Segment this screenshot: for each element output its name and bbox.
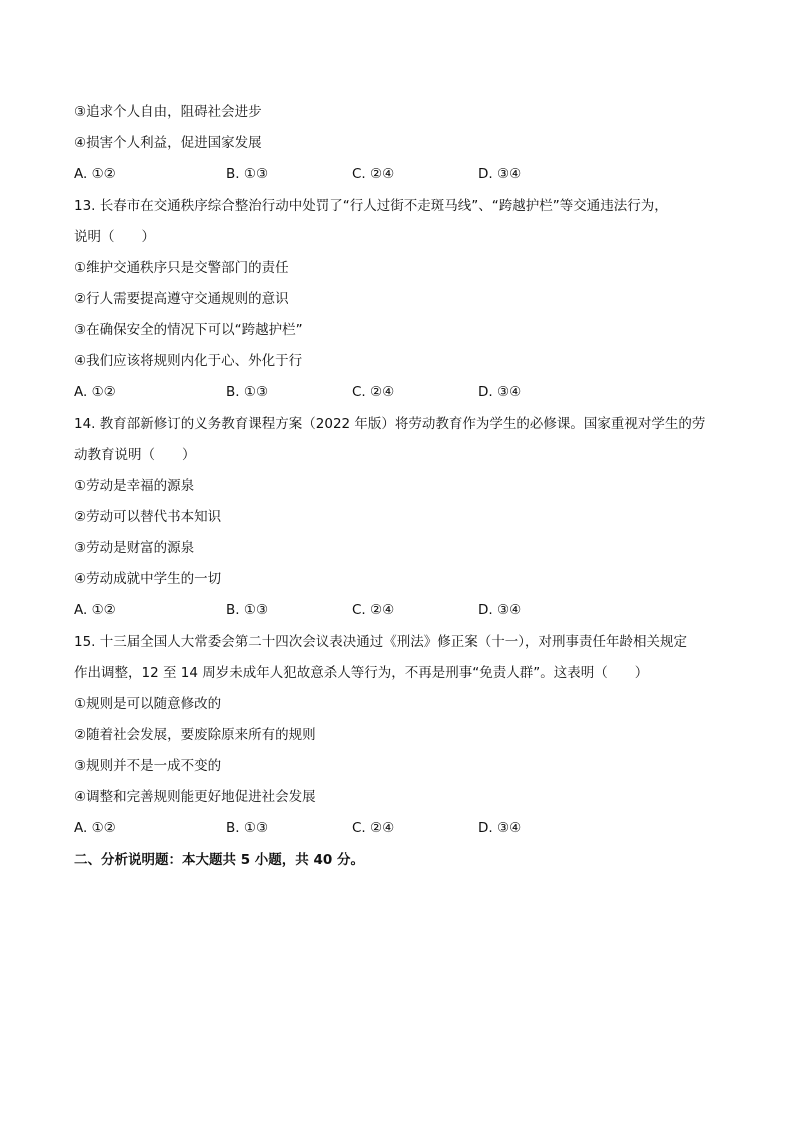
q13-stem-line1: 13. 长春市在交通秩序综合整治行动中处罚了“行人过街不走斑马线”、“跨越护栏”等交通违法行为， [74,198,668,214]
q15-item-2: ②随着社会发展，要废除原来所有的规则 [74,727,316,743]
q15-option-c[interactable]: C. ②④ [352,820,395,836]
q13-options [74,382,734,402]
q14-option-c[interactable]: C. ②④ [352,602,395,618]
q12-options [74,164,734,184]
q14-option-a[interactable]: A. ①② [74,602,116,618]
q14-item-3: ③劳动是财富的源泉 [74,540,195,556]
q15-item-1: ①规则是可以随意修改的 [74,696,222,712]
q15-item-4: ④调整和完善规则能更好地促进社会发展 [74,789,316,805]
q14-stem-line2: 动教育说明（ ） [74,447,196,463]
q13-item-3: ③在确保安全的情况下可以“跨越护栏” [74,322,303,338]
q14-options [74,600,734,620]
q13-option-d[interactable]: D. ③④ [478,384,522,400]
q13-item-1: ①维护交通秩序只是交警部门的责任 [74,260,289,276]
q12-option-a[interactable]: A. ①② [74,166,116,182]
q13-option-a[interactable]: A. ①② [74,384,116,400]
q14-item-2: ②劳动可以替代书本知识 [74,509,222,525]
q12-item-3: ③追求个人自由，阻碍社会进步 [74,104,262,120]
q12-item-4: ④损害个人利益，促进国家发展 [74,135,262,151]
q13-item-4: ④我们应该将规则内化于心、外化于行 [74,353,303,369]
q12-option-d[interactable]: D. ③④ [478,166,522,182]
q15-item-3: ③规则并不是一成不变的 [74,758,222,774]
q13-stem-line2: 说明（ ） [74,229,155,245]
q15-stem-line2: 作出调整，12 至 14 周岁未成年人犯故意杀人等行为，不再是刑事“免责人群”。这表明（ ） [74,665,649,681]
section-2-heading: 二、分析说明题：本大题共 5 小题，共 40 分。 [74,852,364,868]
q15-options [74,818,734,838]
q13-option-c[interactable]: C. ②④ [352,384,395,400]
q14-option-d[interactable]: D. ③④ [478,602,522,618]
q15-option-b[interactable]: B. ①③ [226,820,269,836]
q14-item-1: ①劳动是幸福的源泉 [74,478,195,494]
q14-option-b[interactable]: B. ①③ [226,602,269,618]
q14-stem-line1: 14. 教育部新修订的义务教育课程方案（2022 年版）将劳动教育作为学生的必修课。国家重视对学生的劳 [74,416,706,432]
q13-option-b[interactable]: B. ①③ [226,384,269,400]
q13-item-2: ②行人需要提高遵守交通规则的意识 [74,291,289,307]
q12-option-b[interactable]: B. ①③ [226,166,269,182]
q14-item-4: ④劳动成就中学生的一切 [74,571,222,587]
q15-option-d[interactable]: D. ③④ [478,820,522,836]
q15-stem-line1: 15. 十三届全国人大常委会第二十四次会议表决通过《刑法》修正案（十一），对刑事责任年龄相关规定 [74,634,688,650]
q12-option-c[interactable]: C. ②④ [352,166,395,182]
q15-option-a[interactable]: A. ①② [74,820,116,836]
